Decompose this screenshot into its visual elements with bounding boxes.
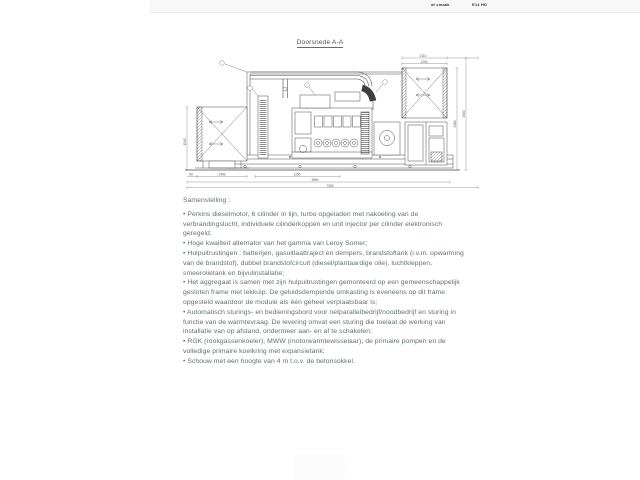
- text-line: • Perkins dieselmotor, 6 cilinder in lijn, turbo opgeladen met nakoeling van de: [183, 210, 419, 218]
- svg-text:7260: 7260: [326, 183, 334, 188]
- drawing-alternator: [374, 122, 400, 155]
- bullet-list: [183, 210, 513, 367]
- drawing-air-inlet-box: [195, 107, 249, 168]
- page-top-band: [150, 0, 640, 13]
- svg-text:2460: 2460: [453, 120, 457, 128]
- page-ghost-mark: [293, 454, 345, 480]
- drawing-title: Doorsnede A-A: [296, 39, 344, 46]
- drawing-air-outlet-box: [402, 68, 447, 118]
- text-line: • Het aggregaat is samen met zijn hulpuitrustingen gemonteerd op een gemeenschappelijk: [183, 279, 460, 287]
- text-line: volledige primaire koelkring met expansietank;: [183, 347, 325, 355]
- technical-drawing: [165, 52, 480, 192]
- svg-text:2900: 2900: [462, 110, 466, 118]
- scan-header-left: af smaak: [431, 2, 450, 7]
- svg-text:2110: 2110: [419, 54, 427, 58]
- text-line: • RGK (rookgassenkoeler), MWW (motorwarmtewisselaar), de primaire pompen en de: [183, 338, 446, 346]
- text-line: • Hoge kwaliteit alternator van het gamma van Leroy Somer;: [183, 240, 368, 248]
- text-line: installatie van op afstand, ondermeer aan- en af te schakelen;: [183, 328, 372, 336]
- body-text: [183, 196, 513, 367]
- text-line: • Schouw met een hoogte van 4 m t.o.v. de betonsokkel.: [183, 357, 355, 365]
- scan-header-right: E14 HD: [472, 2, 488, 7]
- text-line: • Automatisch sturings- en bedieningsbord voor netparallelbedrijf/noodbedrijf en sturing in: [183, 308, 456, 316]
- text-line: • Hulpuitrustingen : batterijen, gasuitlaattraject en dempers, brandstoftank (i.v.m. opwarming: [183, 249, 464, 257]
- drawing-engine: [292, 92, 372, 158]
- drawing-radiator: [258, 96, 268, 158]
- text-line: opgesteld waardoor de module als één geheel verplaatsbaar is;: [183, 298, 378, 306]
- section-heading: Samenstelling :: [183, 197, 231, 204]
- text-line: verbrandingslucht, individuele cilinderkoppen en unit injector per cilinder elektronisch: [183, 220, 443, 228]
- text-line: geregeld;: [183, 230, 212, 238]
- text-line: van de brandstof), dubbel brandstofcircuit (diesel/plantaardige olie), luchtkleppen,: [183, 259, 433, 267]
- svg-text:1540: 1540: [183, 138, 187, 146]
- text-line: functie van de warmtevraag. De levering omvat een sturing die toelaat de werking van: [183, 318, 446, 326]
- svg-text:1200: 1200: [420, 59, 428, 64]
- drawing-cabinet: [405, 122, 447, 165]
- text-line: smeerolietank en bijvulinstallatie;: [183, 269, 285, 277]
- svg-text:1150: 1150: [293, 172, 301, 177]
- svg-text:1450: 1450: [218, 172, 226, 177]
- text-line: gesloten frame met lekkuip. De geluidsdempende omkasting is eveneens op dit frame: [183, 289, 446, 297]
- svg-text:3550: 3550: [311, 178, 319, 183]
- svg-text:60: 60: [189, 172, 193, 177]
